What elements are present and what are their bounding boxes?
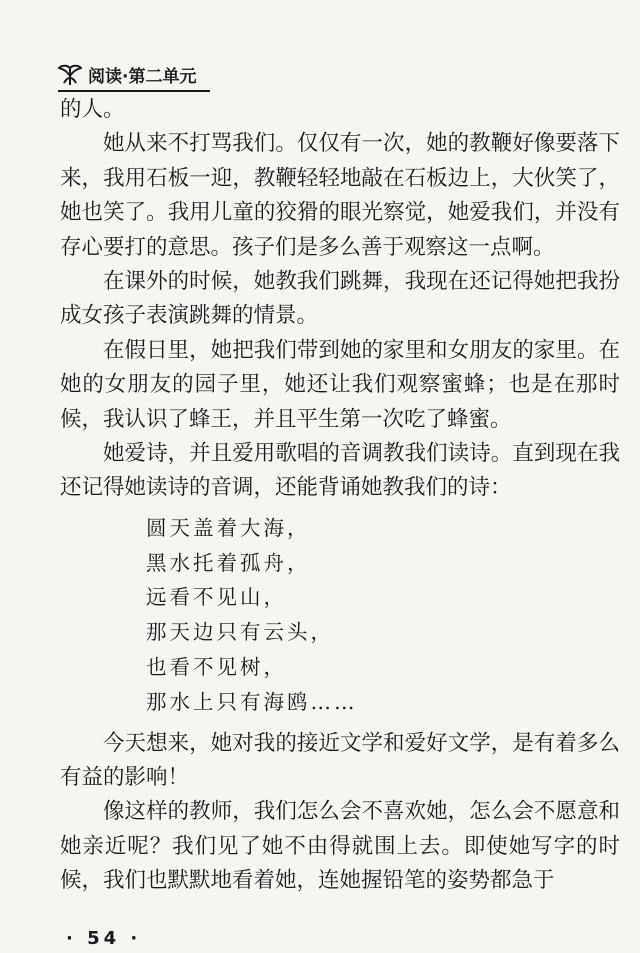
page-body (60, 93, 620, 899)
paragraph-3: 在课外的时候，她教我们跳舞，我现在还记得她把我扮成女孩子表演跳舞的情景。 (60, 269, 620, 329)
page-header (58, 62, 196, 87)
paragraph-4: 在假日里，她把我们带到她的家里和女朋友的家里。在她的女朋友的园子里，她还让我们观察蜜蜂；也是在那时候，我认识了蜂王，并且平生第一次吃了蜂蜜。 (60, 337, 620, 432)
poem (60, 511, 620, 720)
poem-line: 那水上只有海鸥…… (146, 689, 358, 714)
section-title: 阅读·第二单元 (88, 67, 197, 87)
poem-line: 远看不见山， (146, 585, 287, 610)
poem-line: 黑水托着孤舟， (146, 550, 311, 575)
poem-line: 圆天盖着大海， (146, 515, 311, 540)
paragraph-1: 的人。 (60, 97, 125, 122)
paragraph-7: 像这样的教师，我们怎么会不喜欢她，怎么会不愿意和她亲近呢？我们见了她不由得就围上去。即使她写字的时候，我们也默默地看着她，连她握铅笔的姿势都急于 (60, 799, 620, 894)
poem-line: 也看不见树， (146, 655, 287, 680)
book-sprout-icon (58, 64, 82, 86)
poem-line: 那天边只有云头， (146, 620, 334, 645)
page-number: · 54 · (66, 928, 142, 949)
paragraph-2: 她从来不打骂我们。仅仅有一次，她的教鞭好像要落下来，我用石板一迎，教鞭轻轻地敲在石板边上，大伙笑了，她也笑了。我用儿童的狡猾的眼光察觉，她爱我们，并没有存心要打的意思。孩子们是多么善于观察这一点啊。 (60, 131, 620, 260)
paragraph-6: 今天想来，她对我的接近文学和爱好文学，是有着多么有益的影响！ (60, 730, 620, 791)
header-rule (58, 90, 210, 92)
paragraph-5: 她爱诗，并且爱用歌唱的音调教我们读诗。直到现在我还记得她读诗的音调，还能背诵她教我们的诗： (60, 441, 620, 501)
